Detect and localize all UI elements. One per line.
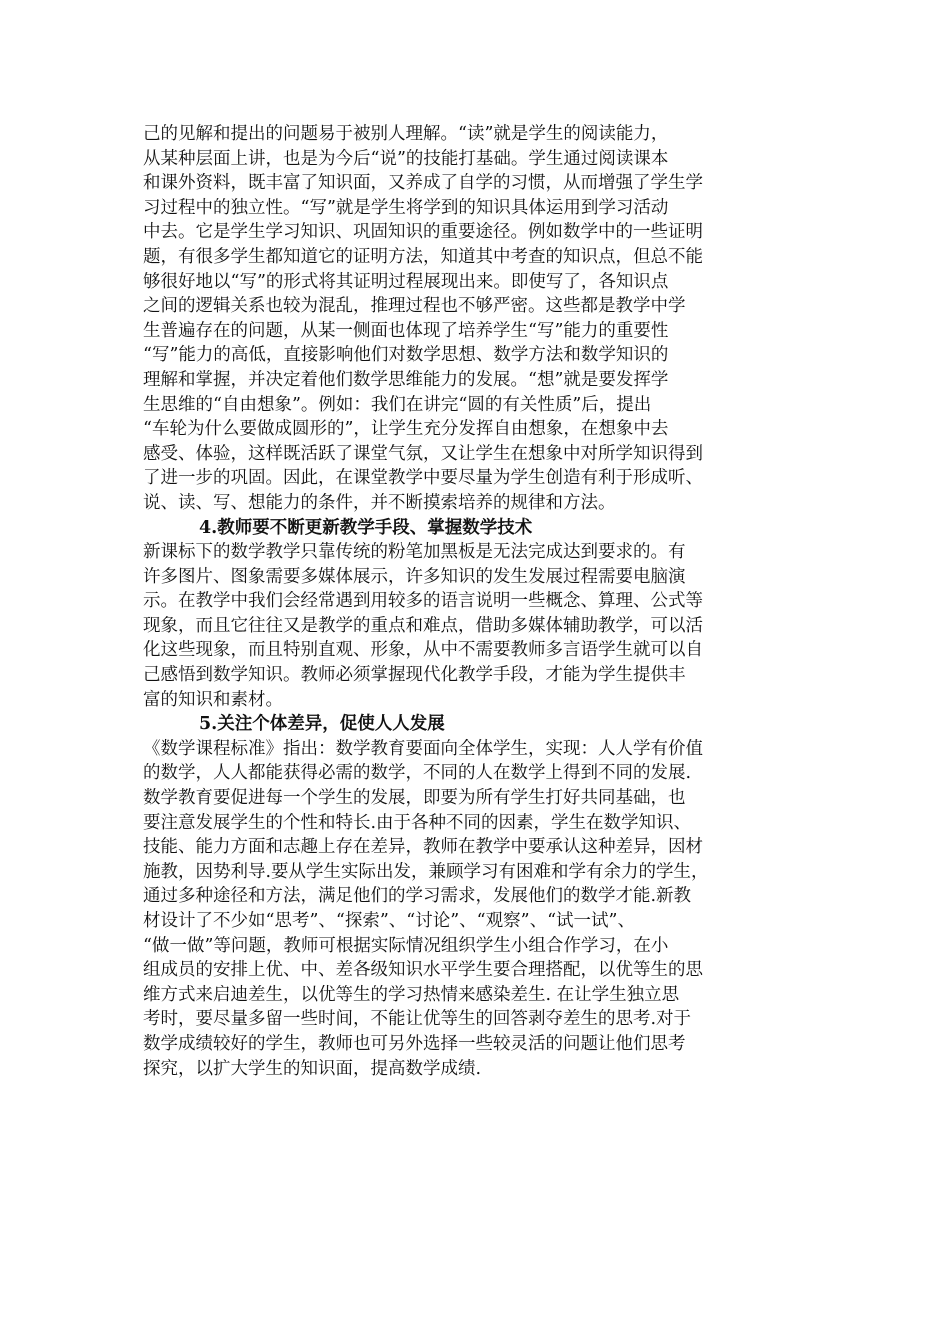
text-line: 从某种层面上讲，也是为今后“说”的技能打基础。学生通过阅读课本 <box>143 148 669 169</box>
text-line: 施教，因势利导.要从学生实际出发，兼顾学习有困难和学有余力的学生， <box>143 861 709 882</box>
text-line: 生普遍存在的问题，从某一侧面也体现了培养学生“写”能力的重要性 <box>143 320 669 341</box>
text-line: “写”能力的高低，直接影响他们对数学思想、数学方法和数学知识的 <box>143 345 669 366</box>
text-line: 富的知识和素材。 <box>143 689 283 710</box>
section-4-heading: 4.教师要不断更新教学手段、掌握数学技术 <box>199 517 533 538</box>
text-line: 理解和掌握，并决定着他们数学思维能力的发展。“想”就是要发挥学 <box>143 369 669 390</box>
text-line: 现象，而且它往往又是教学的重点和难点，借助多媒体辅助教学，可以活 <box>143 615 703 636</box>
text-line: 习过程中的独立性。“写”就是学生将学到的知识具体运用到学习活动 <box>143 197 669 218</box>
text-line: 通过多种途径和方法，满足他们的学习需求，发展他们的数学才能.新教 <box>143 886 692 907</box>
text-line: 示。在教学中我们会经常遇到用较多的语言说明一些概念、算理、公式等 <box>143 591 703 612</box>
text-line: 化这些现象，而且特别直观、形象，从中不需要教师多言语学生就可以自 <box>143 640 703 661</box>
document-body <box>143 122 823 1081</box>
text-line: 和课外资料，既丰富了知识面，又养成了自学的习惯，从而增强了学生学 <box>143 173 703 194</box>
text-line: 中去。它是学生学习知识、巩固知识的重要途径。例如数学中的一些证明 <box>143 222 703 243</box>
text-line: 组成员的安排上优、中、差各级知识水平学生要合理搭配，以优等生的思 <box>143 960 703 981</box>
section-5-paragraph <box>143 737 823 1081</box>
text-line: 己感悟到数学知识。教师必须掌握现代化教学手段，才能为学生提供丰 <box>143 665 686 686</box>
text-line: 己的见解和提出的问题易于被别人理解。“读”就是学生的阅读能力， <box>143 124 669 144</box>
text-line: 了进一步的巩固。因此，在课堂教学中要尽量为学生创造有利于形成听、 <box>143 468 703 489</box>
text-line: 维方式来启迪差生，以优等生的学习热情来感染差生. 在让学生独立思 <box>143 984 680 1005</box>
text-line: 数学教育要促进每一个学生的发展，即要为所有学生打好共同基础，也 <box>143 788 686 809</box>
text-line: 数学成绩较好的学生，教师也可另外选择一些较灵活的问题让他们思考 <box>143 1033 686 1054</box>
text-line: 够很好地以“写”的形式将其证明过程展现出来。即使写了，各知识点 <box>143 271 669 292</box>
text-line: 要注意发展学生的个性和特长.由于各种不同的因素，学生在数学知识、 <box>143 812 692 833</box>
section-5-heading: 5.关注个体差异，促使人人发展 <box>199 714 445 735</box>
text-line: 新课标下的数学教学只靠传统的粉笔加黑板是无法完成达到要求的。有 <box>143 542 686 563</box>
text-line: “车轮为什么要做成圆形的”，让学生充分发挥自由想象，在想象中去 <box>143 419 669 440</box>
text-line: “做一做”等问题，教师可根据实际情况组织学生小组合作学习，在小 <box>143 935 669 956</box>
text-line: 技能、能力方面和志趣上存在差异，教师在教学中要承认这种差异，因材 <box>143 837 703 858</box>
text-line: 题，有很多学生都知道它的证明方法，知道其中考查的知识点，但总不能 <box>143 246 703 267</box>
text-line: 探究，以扩大学生的知识面，提高数学成绩. <box>143 1058 482 1079</box>
text-line: 考时，要尽量多留一些时间，不能让优等生的回答剥夺差生的思考.对于 <box>143 1009 692 1030</box>
text-line: 生思维的“自由想象”。例如：我们在讲完“圆的有关性质”后，提出 <box>143 394 652 415</box>
text-line: 许多图片、图象需要多媒体展示，许多知识的发生发展过程需要电脑演 <box>143 566 686 587</box>
text-line: 说、读、写、想能力的条件，并不断摸索培养的规律和方法。 <box>143 492 616 513</box>
text-line: 的数学，人人都能获得必需的数学，不同的人在数学上得到不同的发展. <box>143 763 692 784</box>
text-line: 之间的逻辑关系也较为混乱，推理过程也不够严密。这些都是教学中学 <box>143 296 686 317</box>
intro-paragraph <box>143 122 823 516</box>
section-4-paragraph <box>143 540 823 712</box>
text-line: 材设计了不少如“思考”、“探索”、“讨论”、“观察”、“试一试”、 <box>143 911 635 931</box>
text-line: 《数学课程标准》指出：数学教育要面向全体学生，实现：人人学有价值 <box>143 738 703 759</box>
text-line: 感受、体验，这样既活跃了课堂气氛，又让学生在想象中对所学知识得到 <box>143 443 703 464</box>
